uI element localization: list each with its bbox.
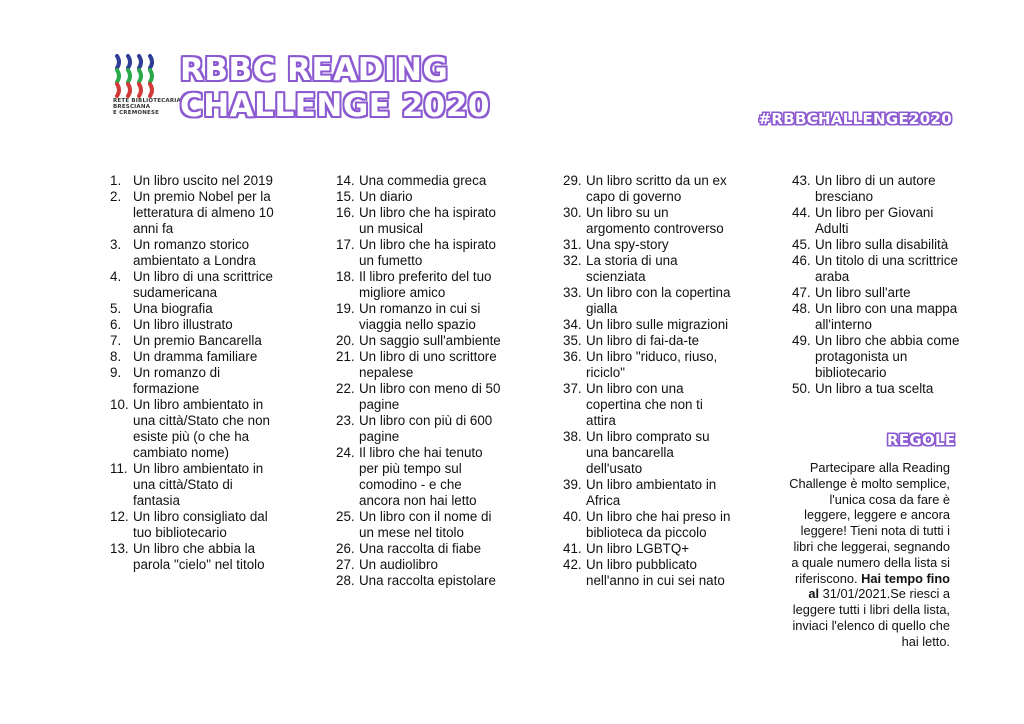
logo-stroke: [150, 70, 152, 82]
challenge-item: [563, 429, 733, 477]
item-text: Un libro a tua scelta: [815, 381, 934, 396]
item-number: 35.: [563, 333, 582, 348]
challenge-item: [563, 317, 733, 333]
title-line-2: CHALLENGE 2020: [180, 88, 491, 124]
logo-stroke: [139, 70, 141, 82]
item-number: 43.: [792, 173, 811, 188]
challenge-column-3: [563, 173, 733, 589]
item-number: 48.: [792, 301, 811, 316]
item-number: 18.: [336, 269, 355, 284]
item-number: 2.: [110, 189, 122, 204]
challenge-item: [336, 269, 504, 301]
item-number: 7.: [110, 333, 122, 348]
challenge-item: [336, 173, 504, 189]
item-number: 46.: [792, 253, 811, 268]
item-text: Un libro di un autore bresciano: [815, 173, 936, 204]
rules-text-part: Partecipare alla Reading Challenge è molto semplice, l'unica cosa da fare è leggere, leggere e ancora leggere! Tieni nota di tutti i libri che leggerai, segnando a quale numero della lista si riferiscono.: [789, 460, 950, 586]
item-number: 8.: [110, 349, 122, 364]
challenge-item: [563, 253, 733, 285]
item-text: Un libro uscito nel 2019: [133, 173, 273, 188]
challenge-column-1: [110, 173, 275, 573]
challenge-column-2: [336, 173, 504, 589]
item-number: 41.: [563, 541, 582, 556]
challenge-item: [110, 461, 275, 509]
item-text: Un dramma familiare: [133, 349, 258, 364]
item-text: Un libro illustrato: [133, 317, 233, 332]
challenge-item: [110, 397, 275, 461]
item-text: Un libro su un argomento controverso: [586, 205, 724, 236]
item-text: Un saggio sull'ambiente: [359, 333, 501, 348]
challenge-item: [563, 285, 733, 317]
item-number: 3.: [110, 237, 122, 252]
library-network-logo: [113, 52, 182, 132]
item-text: Un libro ambientato in Africa: [586, 477, 717, 508]
challenge-item: [563, 173, 733, 205]
logo-stroke: [117, 56, 119, 68]
item-number: 49.: [792, 333, 811, 348]
challenge-item: [336, 205, 504, 237]
challenge-item: [336, 573, 504, 589]
challenge-item: [336, 237, 504, 269]
challenge-item: [792, 285, 962, 301]
item-number: 50.: [792, 381, 811, 396]
item-number: 21.: [336, 349, 355, 364]
item-text: Un premio Nobel per la letteratura di almeno 10 anni fa: [133, 189, 274, 236]
item-text: Un libro con più di 600 pagine: [359, 413, 493, 444]
item-text: Un libro ambientato in una città/Stato di fantasia: [133, 461, 264, 508]
logo-line: E CREMONESE: [113, 110, 160, 117]
item-number: 19.: [336, 301, 355, 316]
item-number: 15.: [336, 189, 355, 204]
logo-stroke: [128, 84, 130, 96]
item-text: Un libro comprato su una bancarella dell'usato: [586, 429, 710, 476]
item-text: Un libro ambientato in una città/Stato che non esiste più (o che ha cambiato nome): [133, 397, 270, 460]
challenge-item: [336, 541, 504, 557]
challenge-item: [110, 301, 275, 317]
item-number: 6.: [110, 317, 122, 332]
item-number: 28.: [336, 573, 355, 588]
item-text: Un libro che ha ispirato un musical: [359, 205, 496, 236]
item-number: 9.: [110, 365, 122, 380]
challenge-item: [336, 333, 504, 349]
item-number: 31.: [563, 237, 582, 252]
item-text: Un libro che hai preso in biblioteca da piccolo: [586, 509, 731, 540]
item-text: Un libro "riduco, riuso, riciclo": [586, 349, 718, 380]
item-number: 37.: [563, 381, 582, 396]
item-text: Un libro sull'arte: [815, 285, 911, 300]
logo-stroke: [128, 56, 130, 68]
item-text: Un libro LGBTQ+: [586, 541, 690, 556]
item-text: Una spy-story: [586, 237, 669, 252]
item-number: 20.: [336, 333, 355, 348]
item-text: Un libro consigliato dal tuo bibliotecario: [133, 509, 268, 540]
challenge-item: [110, 269, 275, 301]
challenge-item: [336, 349, 504, 381]
item-number: 11.: [110, 461, 128, 476]
challenge-column-4: [792, 173, 962, 397]
item-text: Un libro con la copertina gialla: [586, 285, 731, 316]
challenge-item: [563, 205, 733, 237]
item-text: Un premio Bancarella: [133, 333, 262, 348]
item-number: 27.: [336, 557, 355, 572]
logo-mark-icon: [113, 52, 163, 98]
challenge-item: [563, 509, 733, 541]
challenge-item: [336, 557, 504, 573]
item-number: 22.: [336, 381, 355, 396]
item-text: Un libro con una mappa all'interno: [815, 301, 958, 332]
challenge-item: [110, 237, 275, 269]
item-text: La storia di una scienziata: [586, 253, 678, 284]
item-number: 14.: [336, 173, 355, 188]
rules-deadline-label: Hai tempo fino al: [808, 570, 950, 602]
challenge-item: [792, 205, 962, 237]
item-text: Un diario: [359, 189, 413, 204]
challenge-item: [336, 509, 504, 541]
item-number: 23.: [336, 413, 355, 428]
item-number: 5.: [110, 301, 122, 316]
item-text: Un libro di uno scrittore nepalese: [359, 349, 497, 380]
challenge-item: [110, 317, 275, 333]
challenge-item: [110, 189, 275, 237]
logo-stroke: [117, 70, 119, 82]
item-text: Un libro pubblicato nell'anno in cui sei nato: [586, 557, 725, 588]
challenge-item: [336, 413, 504, 445]
challenge-item: [336, 189, 504, 205]
item-number: 34.: [563, 317, 582, 332]
item-number: 38.: [563, 429, 582, 444]
item-number: 26.: [336, 541, 355, 556]
item-number: 1.: [110, 173, 122, 188]
item-text: Una commedia greca: [359, 173, 487, 188]
item-number: 33.: [563, 285, 582, 300]
item-text: Il libro che hai tenuto per più tempo sul comodino - e che ancora non hai letto: [359, 445, 483, 508]
item-number: 47.: [792, 285, 811, 300]
item-number: 4.: [110, 269, 122, 284]
item-text: Un libro scritto da un ex capo di governo: [586, 173, 727, 204]
challenge-item: [336, 445, 504, 509]
item-text: Un libro che ha ispirato un fumetto: [359, 237, 496, 268]
challenge-item: [792, 381, 962, 397]
item-number: 13.: [110, 541, 129, 556]
item-number: 36.: [563, 349, 582, 364]
item-text: Un libro che abbia come protagonista un bibliotecario: [815, 333, 960, 380]
item-number: 40.: [563, 509, 582, 524]
challenge-item: [563, 349, 733, 381]
logo-stroke: [117, 84, 119, 96]
item-text: Un romanzo in cui si viaggia nello spazio: [359, 301, 481, 332]
challenge-item: [792, 333, 962, 381]
logo-stroke: [150, 84, 152, 96]
challenge-item: [110, 333, 275, 349]
challenge-item: [563, 381, 733, 429]
item-text: Un audiolibro: [359, 557, 438, 572]
item-number: 44.: [792, 205, 811, 220]
item-text: Un libro con una copertina che non ti attira: [586, 381, 703, 428]
challenge-item: [110, 541, 275, 573]
item-number: 10.: [110, 397, 129, 412]
title-line-1: RBBC READING: [180, 52, 449, 88]
item-number: 30.: [563, 205, 582, 220]
item-number: 29.: [563, 173, 582, 188]
item-text: Un romanzo storico ambientato a Londra: [133, 237, 256, 268]
item-text: Una biografia: [133, 301, 213, 316]
item-text: Un titolo di una scrittrice araba: [815, 253, 958, 284]
item-number: 42.: [563, 557, 582, 572]
rules-heading: REGOLE: [887, 431, 956, 449]
item-text: Un libro per Giovani Adulti: [815, 205, 934, 236]
logo-stroke: [128, 70, 130, 82]
item-number: 16.: [336, 205, 355, 220]
item-number: 45.: [792, 237, 811, 252]
rules-text-part: 31/01/2021.Se riesci a leggere tutti i libri della lista, inviaci l'elenco di quello che hai letto.: [792, 586, 950, 649]
item-text: Un libro sulla disabilità: [815, 237, 949, 252]
challenge-item: [563, 557, 733, 589]
item-number: 32.: [563, 253, 582, 268]
challenge-item: [563, 333, 733, 349]
item-text: Un libro sulle migrazioni: [586, 317, 729, 332]
logo-line: RETE BIBLIOTECARIA: [113, 98, 182, 104]
page-title: [180, 52, 490, 124]
challenge-item: [110, 509, 275, 541]
item-text: Un libro di una scrittrice sudamericana: [133, 269, 273, 300]
challenge-item: [563, 237, 733, 253]
item-number: 39.: [563, 477, 582, 492]
challenge-item: [792, 173, 962, 205]
logo-stroke: [139, 84, 141, 96]
item-text: Un libro con meno di 50 pagine: [359, 381, 501, 412]
item-text: Una raccolta epistolare: [359, 573, 496, 588]
item-text: Una raccolta di fiabe: [359, 541, 482, 556]
challenge-item: [336, 301, 504, 333]
challenge-item: [110, 349, 275, 365]
logo-stroke: [139, 56, 141, 68]
challenge-item: [110, 365, 275, 397]
rules-text: [787, 460, 950, 650]
logo-caption: [113, 98, 182, 117]
challenge-item: [110, 173, 275, 189]
item-number: 24.: [336, 445, 355, 460]
item-text: Il libro preferito del tuo migliore amico: [359, 269, 492, 300]
hashtag: #RBBCHALLENGE2020: [758, 110, 952, 128]
logo-line: BRESCIANA: [113, 104, 151, 111]
logo-stroke: [150, 56, 152, 68]
item-text: Un romanzo di formazione: [133, 365, 221, 396]
item-text: Un libro che abbia la parola "cielo" nel titolo: [133, 541, 265, 572]
challenge-item: [792, 301, 962, 333]
challenge-item: [336, 381, 504, 413]
challenge-item: [792, 237, 962, 253]
item-text: Un libro con il nome di un mese nel titolo: [359, 509, 492, 540]
item-number: 12.: [110, 509, 129, 524]
challenge-item: [563, 541, 733, 557]
challenge-item: [792, 253, 962, 285]
challenge-item: [563, 477, 733, 509]
item-number: 17.: [336, 237, 355, 252]
item-text: Un libro di fai-da-te: [586, 333, 700, 348]
item-number: 25.: [336, 509, 355, 524]
